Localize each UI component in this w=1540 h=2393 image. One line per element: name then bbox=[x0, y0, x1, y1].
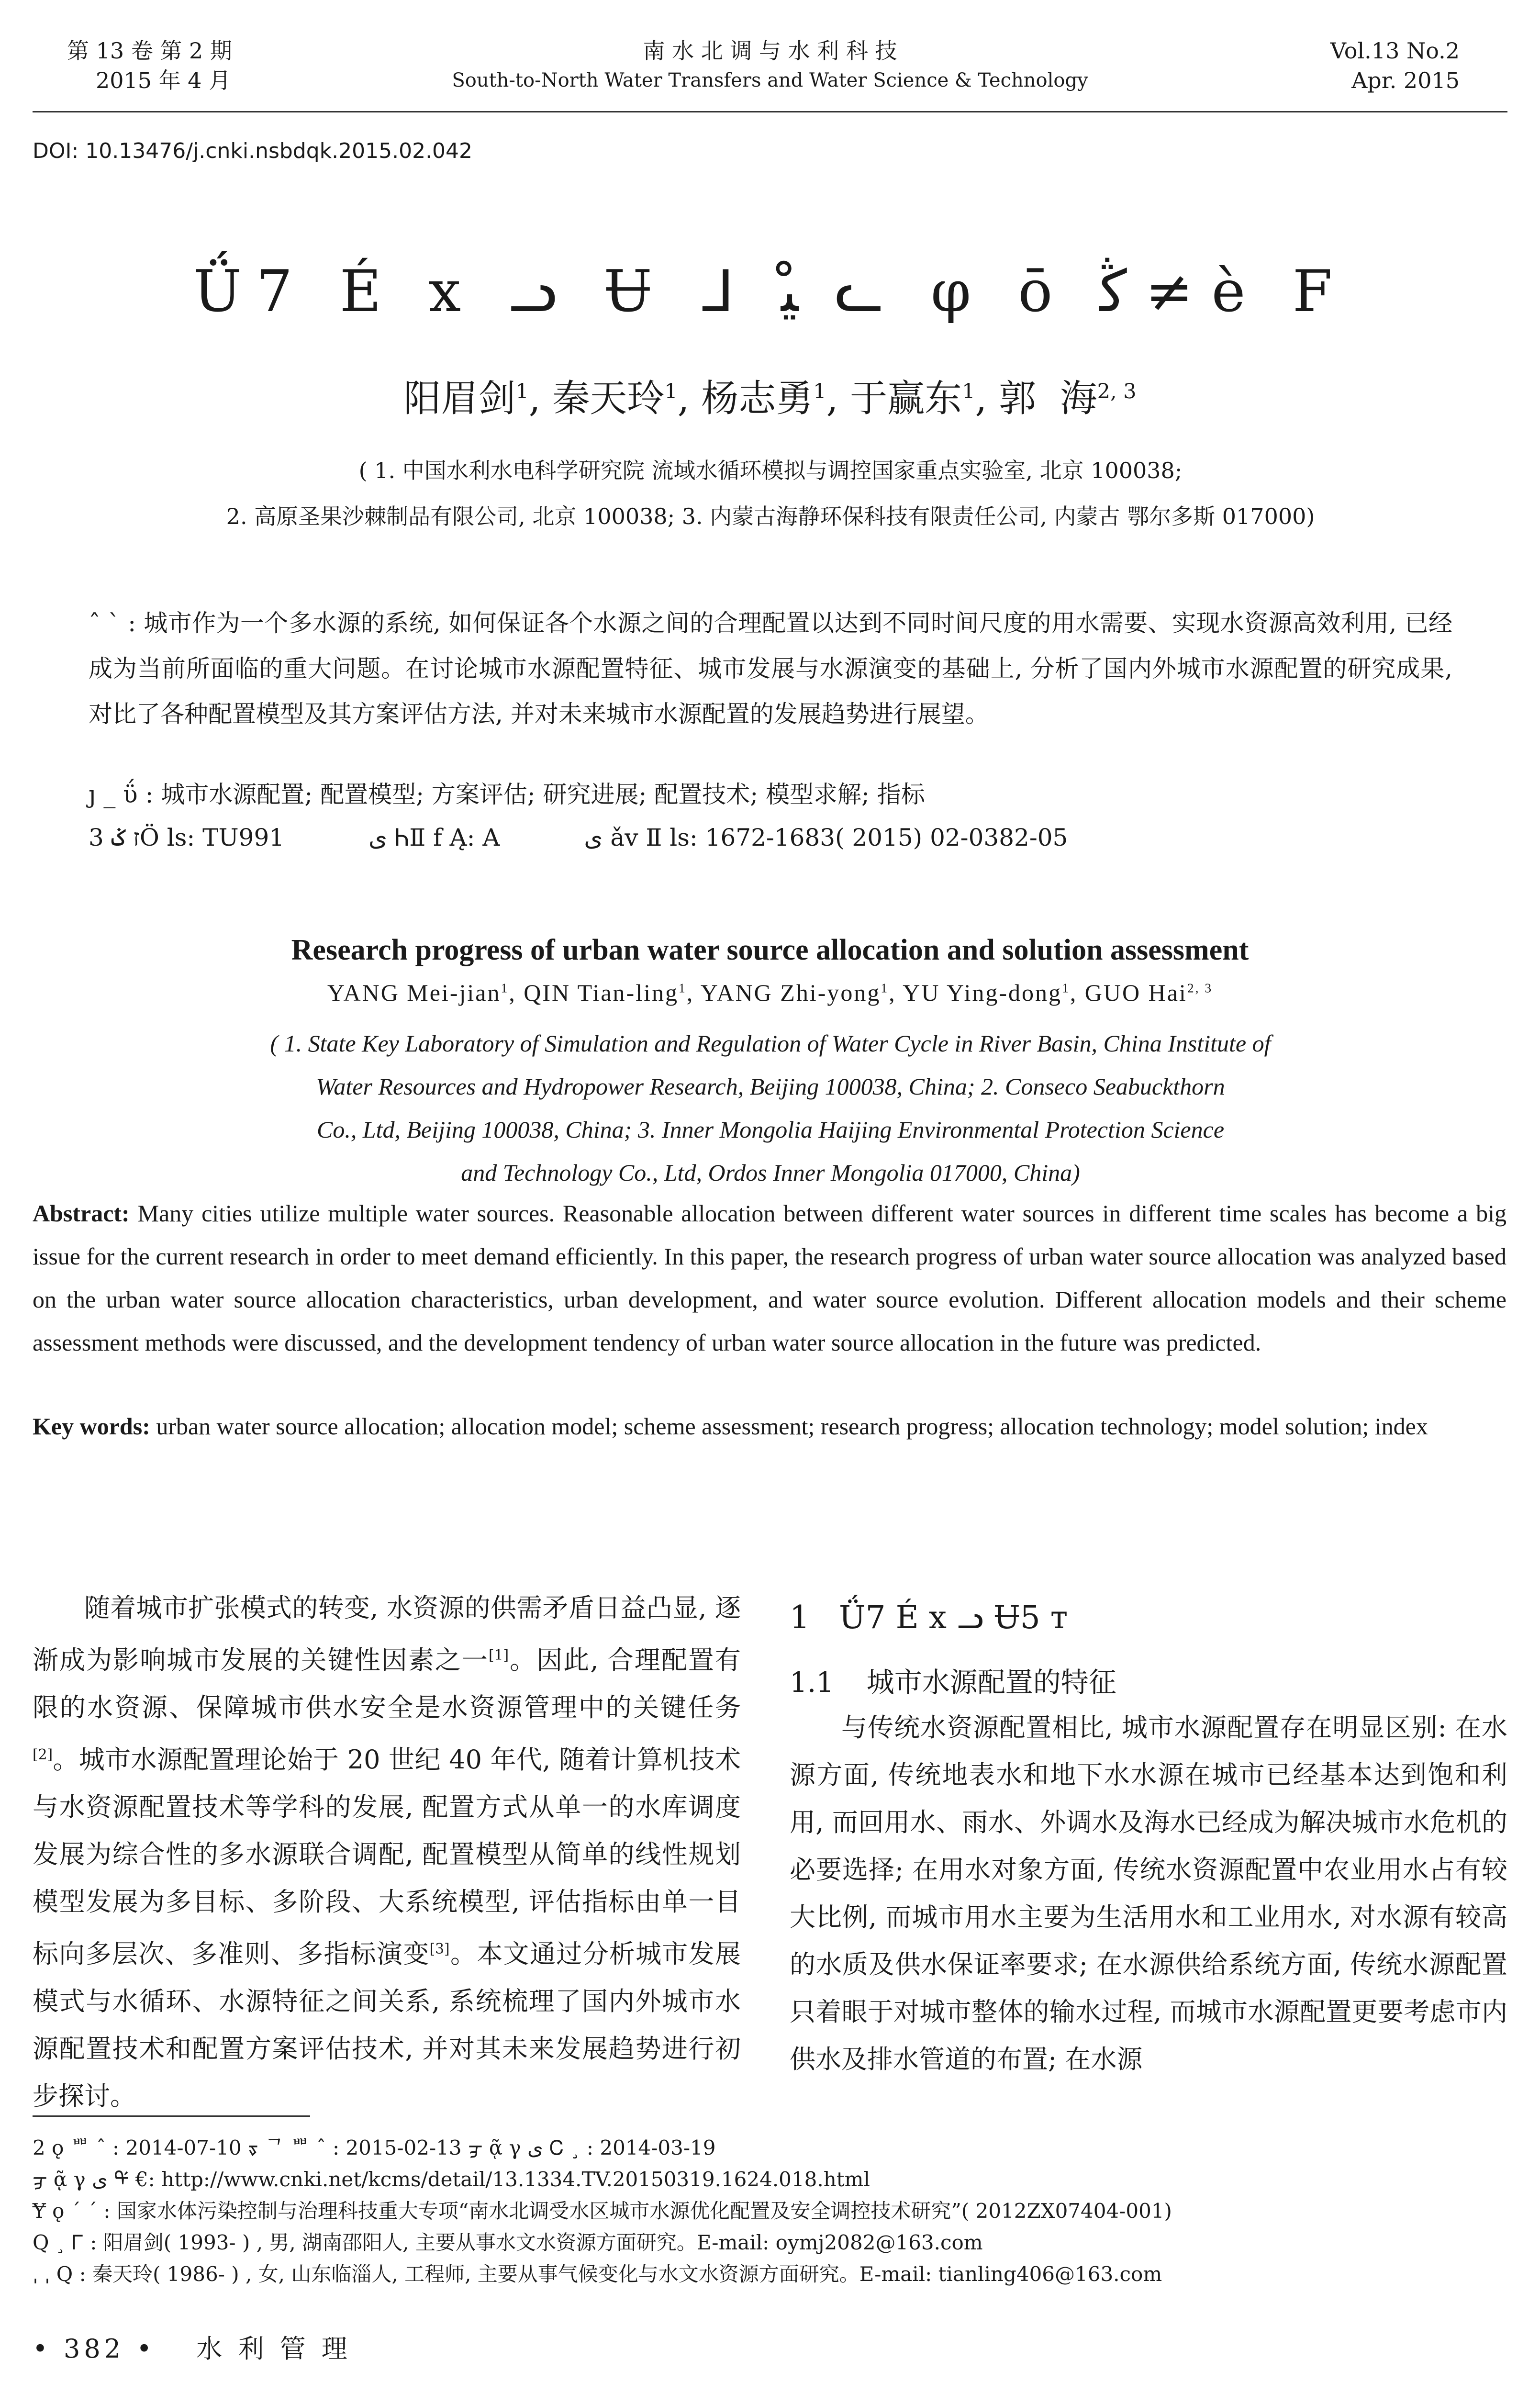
subsection-number: 1.1 bbox=[790, 1666, 834, 1699]
article-id: : 1672-1683( 2015) 02-0382-05 bbox=[689, 824, 1068, 851]
footnote-online-url: ᢖ ᾷ γ ى ᡩ €: http://www.cnki.net/kcms/detail/13.1334.TV.20150319.1624.018.html bbox=[33, 2168, 870, 2191]
author-affiliation-mark: 1 bbox=[515, 380, 529, 403]
keywords-en bbox=[33, 1405, 1507, 1448]
affiliations-cn bbox=[96, 447, 1445, 539]
author-affiliation-mark: 2, 3 bbox=[1097, 380, 1137, 403]
author-name: 杨志勇 bbox=[701, 377, 814, 420]
page-number: • 382 • bbox=[33, 2334, 156, 2364]
author-affiliation-mark: 1 bbox=[664, 380, 678, 403]
citation-ref: [3] bbox=[429, 1941, 450, 1957]
keywords-cn-label: ȷ _ ΰ bbox=[89, 781, 138, 808]
section-label: 水 利 管 理 bbox=[196, 2334, 351, 2364]
volume-number-en: Vol.13 No.2 bbox=[1330, 38, 1460, 64]
affiliation-line: 2. 高原圣果沙棘制品有限公司, 北京 100038; 3. 内蒙古海静环保科技有限责任公司, 内蒙古 鄂尔多斯 017000) bbox=[226, 503, 1315, 529]
section-number: 1 bbox=[790, 1599, 810, 1636]
body-text: 。本文通过分析城市发展模式与水循环、水源特征之间关系, 系统梳理了国内外城市水源配置技术和配置方案评估技术, 并对其未来发展趋势进行初步探讨。 bbox=[33, 1939, 741, 2111]
volume-issue: 第 13 卷 第 2 期 bbox=[67, 38, 232, 64]
footnote-author-bio: Q ¸ Ꮁ : 阳眉剑( 1993- ) , 男, 湖南邵阳人, 主要从事水文水资源方面研究。E-mail: oymj2082@163.com bbox=[33, 2231, 983, 2254]
keywords-en-text: urban water source allocation; allocation model; scheme assessment; research progress; allocation technology; model solution; index bbox=[156, 1413, 1428, 1440]
author-affiliation-mark: 1 bbox=[1062, 980, 1070, 995]
abstract-en-label: Abstract: bbox=[33, 1200, 130, 1227]
abstract-cn bbox=[89, 601, 1452, 737]
affiliation-line-en: Water Resources and Hydropower Research, Beijing 100038, China; 2. Conseco Seabuckthorn bbox=[316, 1073, 1225, 1100]
author-affiliation-mark: 1 bbox=[813, 380, 826, 403]
document-code-label: ى ᏂⅡ f Ą bbox=[368, 824, 467, 851]
footnotes bbox=[33, 2132, 1507, 2290]
journal-title-en: South-to-North Water Transfers and Water Science & Technology bbox=[452, 69, 1088, 91]
body-right-column bbox=[790, 1594, 1507, 1642]
authors-en: YANG Mei-jian$^1$, QIN Tian-ling$^1$, YANG Zhi-yong$^1$, YU Ying-dong$^1$, GUO Hai$^{2, 3}$ bbox=[327, 979, 1213, 1006]
author-name-en: YANG Mei-jian bbox=[327, 979, 501, 1006]
article-id-label: ى ǎv Ⅱ ls bbox=[584, 824, 690, 851]
author-name: 郭 海 bbox=[999, 377, 1097, 420]
footnote-dates: 2 ǫ ᄈ ˆ : 2014-07-10 ᢌ ᄀ ᄈ ˆ : 2015-02-13 ᢖ ᾷ γ ى Ꮯ ¸ : 2014-03-19 bbox=[33, 2136, 716, 2159]
header-right bbox=[1244, 36, 1460, 95]
subsection-title: 城市水源配置的特征 bbox=[866, 1666, 1116, 1699]
body-left-column bbox=[33, 1584, 741, 2120]
author-affiliation-mark: 1 bbox=[678, 980, 687, 995]
document-code: : A bbox=[467, 824, 500, 851]
header-center bbox=[335, 36, 1205, 95]
clc-number: : TU991 bbox=[187, 824, 285, 851]
affiliation-line: ( 1. 中国水利水电科学研究院 流域水循环模拟与调控国家重点实验室, 北京 100038; bbox=[358, 458, 1183, 483]
author-name-en: GUO Hai bbox=[1084, 979, 1187, 1006]
affiliation-line-en: Co., Ltd, Beijing 100038, China; 3. Inner Mongolia Haijing Environmental Protection Science bbox=[316, 1116, 1225, 1143]
footnote-corresponding-author: ˌ ˌ Q : 秦天玲( 1986- ) , 女, 山东临淄人, 工程师, 主要从事气候变化与水文水资源方面研究。E-mail: tianling406@163.com bbox=[33, 2262, 1162, 2286]
subsection-heading bbox=[790, 1663, 1507, 1701]
author-name: 于赢东 bbox=[850, 377, 962, 420]
footnote-rule bbox=[33, 2115, 310, 2117]
citation-ref: [1] bbox=[489, 1647, 509, 1664]
keywords-en-label: Key words: bbox=[33, 1413, 150, 1440]
abstract-cn-text: : 城市作为一个多水源的系统, 如何保证各个水源之间的合理配置以达到不同时间尺度的用水需要、实现水资源高效利用, 已经成为当前所面临的重大问题。在讨论城市水源配置特征、城市发展与水源演变的基础上, 分析了国内外城市水源配置的研究成果, 对比了各种配置模型及其方案评估方法, 并对未来城市水源配置的发展趋势进行展望。 bbox=[89, 609, 1452, 728]
author-affiliation-mark: 2, 3 bbox=[1187, 980, 1213, 995]
header-rule bbox=[33, 111, 1507, 112]
body-paragraph: 与传统水资源配置相比, 城市水源配置存在明显区别: 在水源方面, 传统地表水和地下水水源在城市已经基本达到饱和利用, 而回用水、雨水、外调水及海水已经成为解决城市水危机的必要选择; 在用水对象方面, 传统水资源配置中农业用水占有较大比例, 而城市用水主要为生活用水和工业用水, 对水源有较高的水质及供水保证率要求; 在水源供给系统方面, 传统水源配置只着眼于对城市整体的输水过程, 而城市水源配置更要考虑市内供水及排水管道的布置; 在水源 bbox=[790, 1712, 1507, 2074]
abstract-cn-label: ˆ ˋ bbox=[89, 609, 120, 637]
affiliations-en bbox=[72, 1022, 1469, 1194]
affiliation-line-en: ( 1. State Key Laboratory of Simulation and Regulation of Water Cycle in River Basin, China Institute of bbox=[270, 1030, 1271, 1057]
header-left bbox=[67, 36, 232, 95]
abstract-en-text: Many cities utilize multiple water sources. Reasonable allocation between different water sources in different time scales has become a big issue for the current research in order to meet demand efficiently. In this paper, the research progress of urban water source allocation was analyzed based on the urban water source allocation characteristics, urban development, and water source evolution. Different allocation models and their scheme assessment methods were discussed, and the development tendency of urban water source allocation in the future was predicted. bbox=[33, 1200, 1507, 1356]
date-en: Apr. 2015 bbox=[1351, 67, 1460, 93]
author-name-en: QIN Tian-ling bbox=[524, 979, 679, 1006]
page-footer bbox=[33, 2328, 351, 2365]
classification-line bbox=[89, 816, 1452, 859]
author-name-en: YANG Zhi-yong bbox=[700, 979, 881, 1006]
author-affiliation-mark: 1 bbox=[501, 980, 509, 995]
doi: DOI: 10.13476/j.cnki.nsbdqk.2015.02.042 bbox=[33, 139, 473, 163]
journal-title-cn: 南 水 北 调 与 水 利 科 技 bbox=[643, 38, 897, 64]
paper-title-en: Research progress of urban water source allocation and solution assessment bbox=[291, 934, 1249, 966]
abstract-en bbox=[33, 1192, 1507, 1364]
affiliation-line-en: and Technology Co., Ltd, Ordos Inner Mongolia 017000, China) bbox=[461, 1159, 1080, 1186]
author-name-en: YU Ying-dong bbox=[903, 979, 1062, 1006]
clc-label: 3 ז ݢÖ ls bbox=[89, 824, 187, 851]
body-text: 随着城市扩张模式的转变, 水资源的供需矛盾日益凸显, 逐渐成为影响城市发展的关键性因素之一 bbox=[33, 1593, 741, 1675]
keywords-cn-text: : 城市水源配置; 配置模型; 方案评估; 研究进展; 配置技术; 模型求解; 指标 bbox=[145, 781, 925, 808]
author-affiliation-mark: 1 bbox=[881, 980, 889, 995]
citation-ref: [2] bbox=[33, 1746, 53, 1763]
authors-cn: 阳眉剑$^1$, 秦天玲$^1$, 杨志勇$^1$, 于赢东$^1$, 郭 海$^{2, 3}$ bbox=[403, 377, 1137, 420]
section-title: Ǘ7 É x ᓗ Ʉ5 т bbox=[838, 1599, 1068, 1636]
author-name: 阳眉剑 bbox=[403, 377, 516, 420]
footnote-funding: Ɏ ǫ ˊ ˊ : 国家水体污染控制与治理科技重大专项“南水北调受水区城市水源优化配置及安全调控技术研究”( 2012ZX07404-001) bbox=[33, 2199, 1172, 2223]
body-text: 。城市水源配置理论始于 20 世纪 40 年代, 随着计算机技术与水资源配置技术等学科的发展, 配置方式从单一的水库调度发展为综合性的多水源联合调配, 配置模型从简单的线性规划模型发展为多目标、多阶段、大系统模型, 评估指标由单一目标向多层次、多准则、多指标演变 bbox=[33, 1744, 741, 1969]
section-heading bbox=[790, 1594, 1507, 1642]
author-name: 秦天玲 bbox=[552, 377, 665, 420]
paper-title-cn: Ǘ7 É x ᓗ Ʉ ᒧ ﯿ ̊ ᓚ φ ō ﯕ ≠ è F bbox=[193, 258, 1347, 325]
author-affiliation-mark: 1 bbox=[962, 380, 975, 403]
body-text: 。因此, 合理配置有限的水资源、保障城市供水安全是水资源管理中的关键任务 bbox=[33, 1645, 741, 1722]
publication-date: 2015 年 4 月 bbox=[96, 67, 231, 93]
keywords-cn bbox=[89, 773, 1452, 816]
